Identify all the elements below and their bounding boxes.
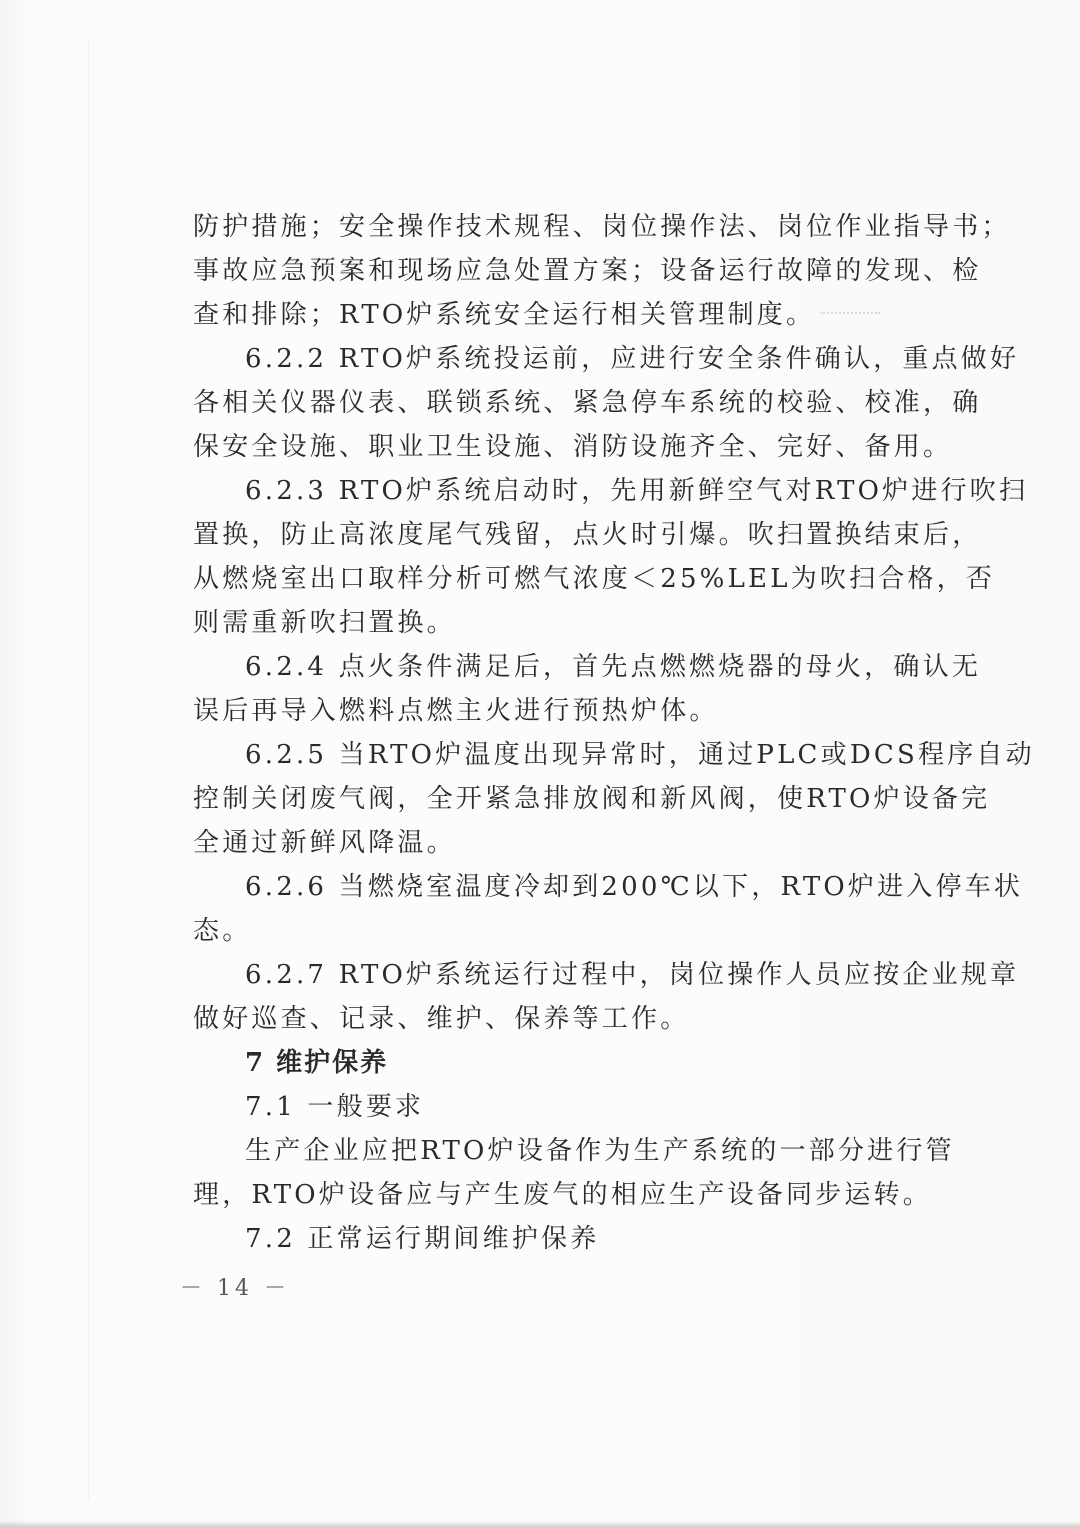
text-line: 6.2.3 RTO炉系统启动时，先用新鲜空气对RTO炉进行吹扫 — [245, 476, 1029, 506]
text-line: 控制关闭废气阀，全开紧急排放阀和新风阀，使RTO炉设备完 — [193, 784, 991, 814]
text-line: 6.2.5 当RTO炉温度出现异常时，通过PLC或DCS程序自动 — [245, 740, 1035, 770]
scan-margin-line — [88, 40, 89, 1500]
text-line: 事故应急预案和现场应急处置方案；设备运行故障的发现、检 — [193, 256, 982, 286]
text-line: 各相关仪器仪表、联锁系统、紧急停车系统的校验、校准，确 — [193, 388, 982, 418]
text-line: 防护措施；安全操作技术规程、岗位操作法、岗位作业指导书； — [193, 212, 1011, 242]
text-line: 保安全设施、职业卫生设施、消防设施齐全、完好、备用。 — [193, 432, 953, 462]
text-line: 6.2.7 RTO炉系统运行过程中，岗位操作人员应按企业规章 — [245, 960, 1020, 990]
text-line: 态。 — [193, 916, 252, 946]
text-line: 6.2.6 当燃烧室温度冷却到200℃以下，RTO炉进入停车状 — [245, 872, 1024, 902]
page-number: － 14 － — [180, 1276, 290, 1301]
text-line: 误后再导入燃料点燃主火进行预热炉体。 — [193, 696, 719, 726]
text-line: 则需重新吹扫置换。 — [193, 608, 456, 638]
text-line: 理，RTO炉设备应与产生废气的相应生产设备同步运转。 — [193, 1180, 932, 1210]
text-line: 从燃烧室出口取样分析可燃气浓度＜25%LEL为吹扫合格，否 — [193, 564, 996, 594]
text-line: 置换，防止高浓度尾气残留，点火时引爆。吹扫置换结束后， — [193, 520, 982, 550]
text-line: 全通过新鲜风降温。 — [193, 828, 456, 858]
text-line: 生产企业应把RTO炉设备作为生产系统的一部分进行管 — [245, 1136, 955, 1166]
text-line: 6.2.4 点火条件满足后，首先点燃燃烧器的母火，确认无 — [245, 652, 982, 682]
section-heading: 7 维护保养 — [245, 1048, 389, 1078]
subsection-heading: 7.2 正常运行期间维护保养 — [245, 1224, 600, 1254]
scan-bottom-edge — [0, 1521, 1080, 1527]
text-line: 做好巡查、记录、维护、保养等工作。 — [193, 1004, 690, 1034]
subsection-heading: 7.1 一般要求 — [245, 1092, 425, 1122]
text-line: 查和排除；RTO炉系统安全运行相关管理制度。 — [193, 300, 816, 330]
text-line: 6.2.2 RTO炉系统投运前，应进行安全条件确认，重点做好 — [245, 344, 1020, 374]
